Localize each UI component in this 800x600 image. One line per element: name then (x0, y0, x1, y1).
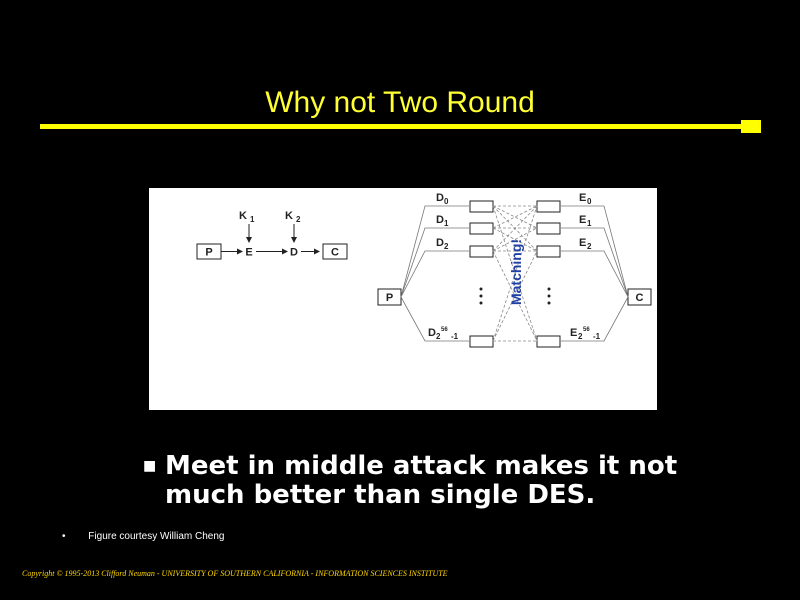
meet-in-middle-figure (149, 188, 657, 410)
dn-tail: -1 (451, 332, 459, 341)
main-bullet-text: Meet in middle attack makes it not much better than single DES. (165, 451, 678, 510)
en-tail: -1 (593, 332, 601, 341)
right-ciphertext-label: C (635, 292, 644, 304)
right-plaintext-label: P (385, 292, 394, 304)
e0-label: E (579, 192, 587, 204)
en-subscript: 2 (578, 332, 583, 341)
en-superscript: 56 (583, 327, 590, 333)
e2-label: E (579, 237, 587, 249)
d0-label: D (436, 192, 444, 204)
title-underline-end (741, 120, 761, 133)
d2-subscript: 2 (444, 242, 449, 251)
en-label: E (570, 327, 578, 339)
dn-superscript: 56 (441, 327, 448, 333)
title-underline (40, 124, 744, 129)
square-bullet-icon: ■ (143, 458, 157, 474)
key1-label: K (239, 210, 247, 222)
e2-subscript: 2 (587, 242, 592, 251)
d1-label: D (436, 214, 444, 226)
slide-title: Why not Two Round (265, 86, 535, 119)
key2-label: K (285, 210, 293, 222)
dot-bullet-icon: • (62, 531, 66, 542)
left-plaintext-label: P (205, 246, 213, 259)
two-round-des-diagram (197, 210, 347, 259)
left-encrypt-label: E (245, 246, 253, 259)
e1-label: E (579, 214, 587, 226)
e0-subscript: 0 (587, 197, 592, 206)
matching-label: Matching! (508, 238, 524, 306)
credit-bullet (62, 531, 224, 542)
key2-subscript: 2 (296, 215, 301, 224)
figure-credit: Figure courtesy William Cheng (88, 531, 225, 542)
d0-subscript: 0 (444, 197, 449, 206)
e1-subscript: 1 (587, 219, 592, 228)
dn-label: D (428, 327, 436, 339)
left-decrypt-label: D (290, 246, 298, 259)
left-ciphertext-label: C (331, 246, 339, 259)
dn-subscript: 2 (436, 332, 441, 341)
d2-label: D (436, 237, 444, 249)
copyright-footer: Copyright © 1995-2013 Clifford Neuman - UNIVERSITY OF SOUTHERN CALIFORNIA - INFORMATION SCIENCES INSTITUTE (22, 569, 448, 578)
main-bullet (143, 452, 763, 510)
meet-in-middle-diagram (378, 192, 651, 347)
d1-subscript: 1 (444, 219, 449, 228)
key1-subscript: 1 (250, 215, 255, 224)
